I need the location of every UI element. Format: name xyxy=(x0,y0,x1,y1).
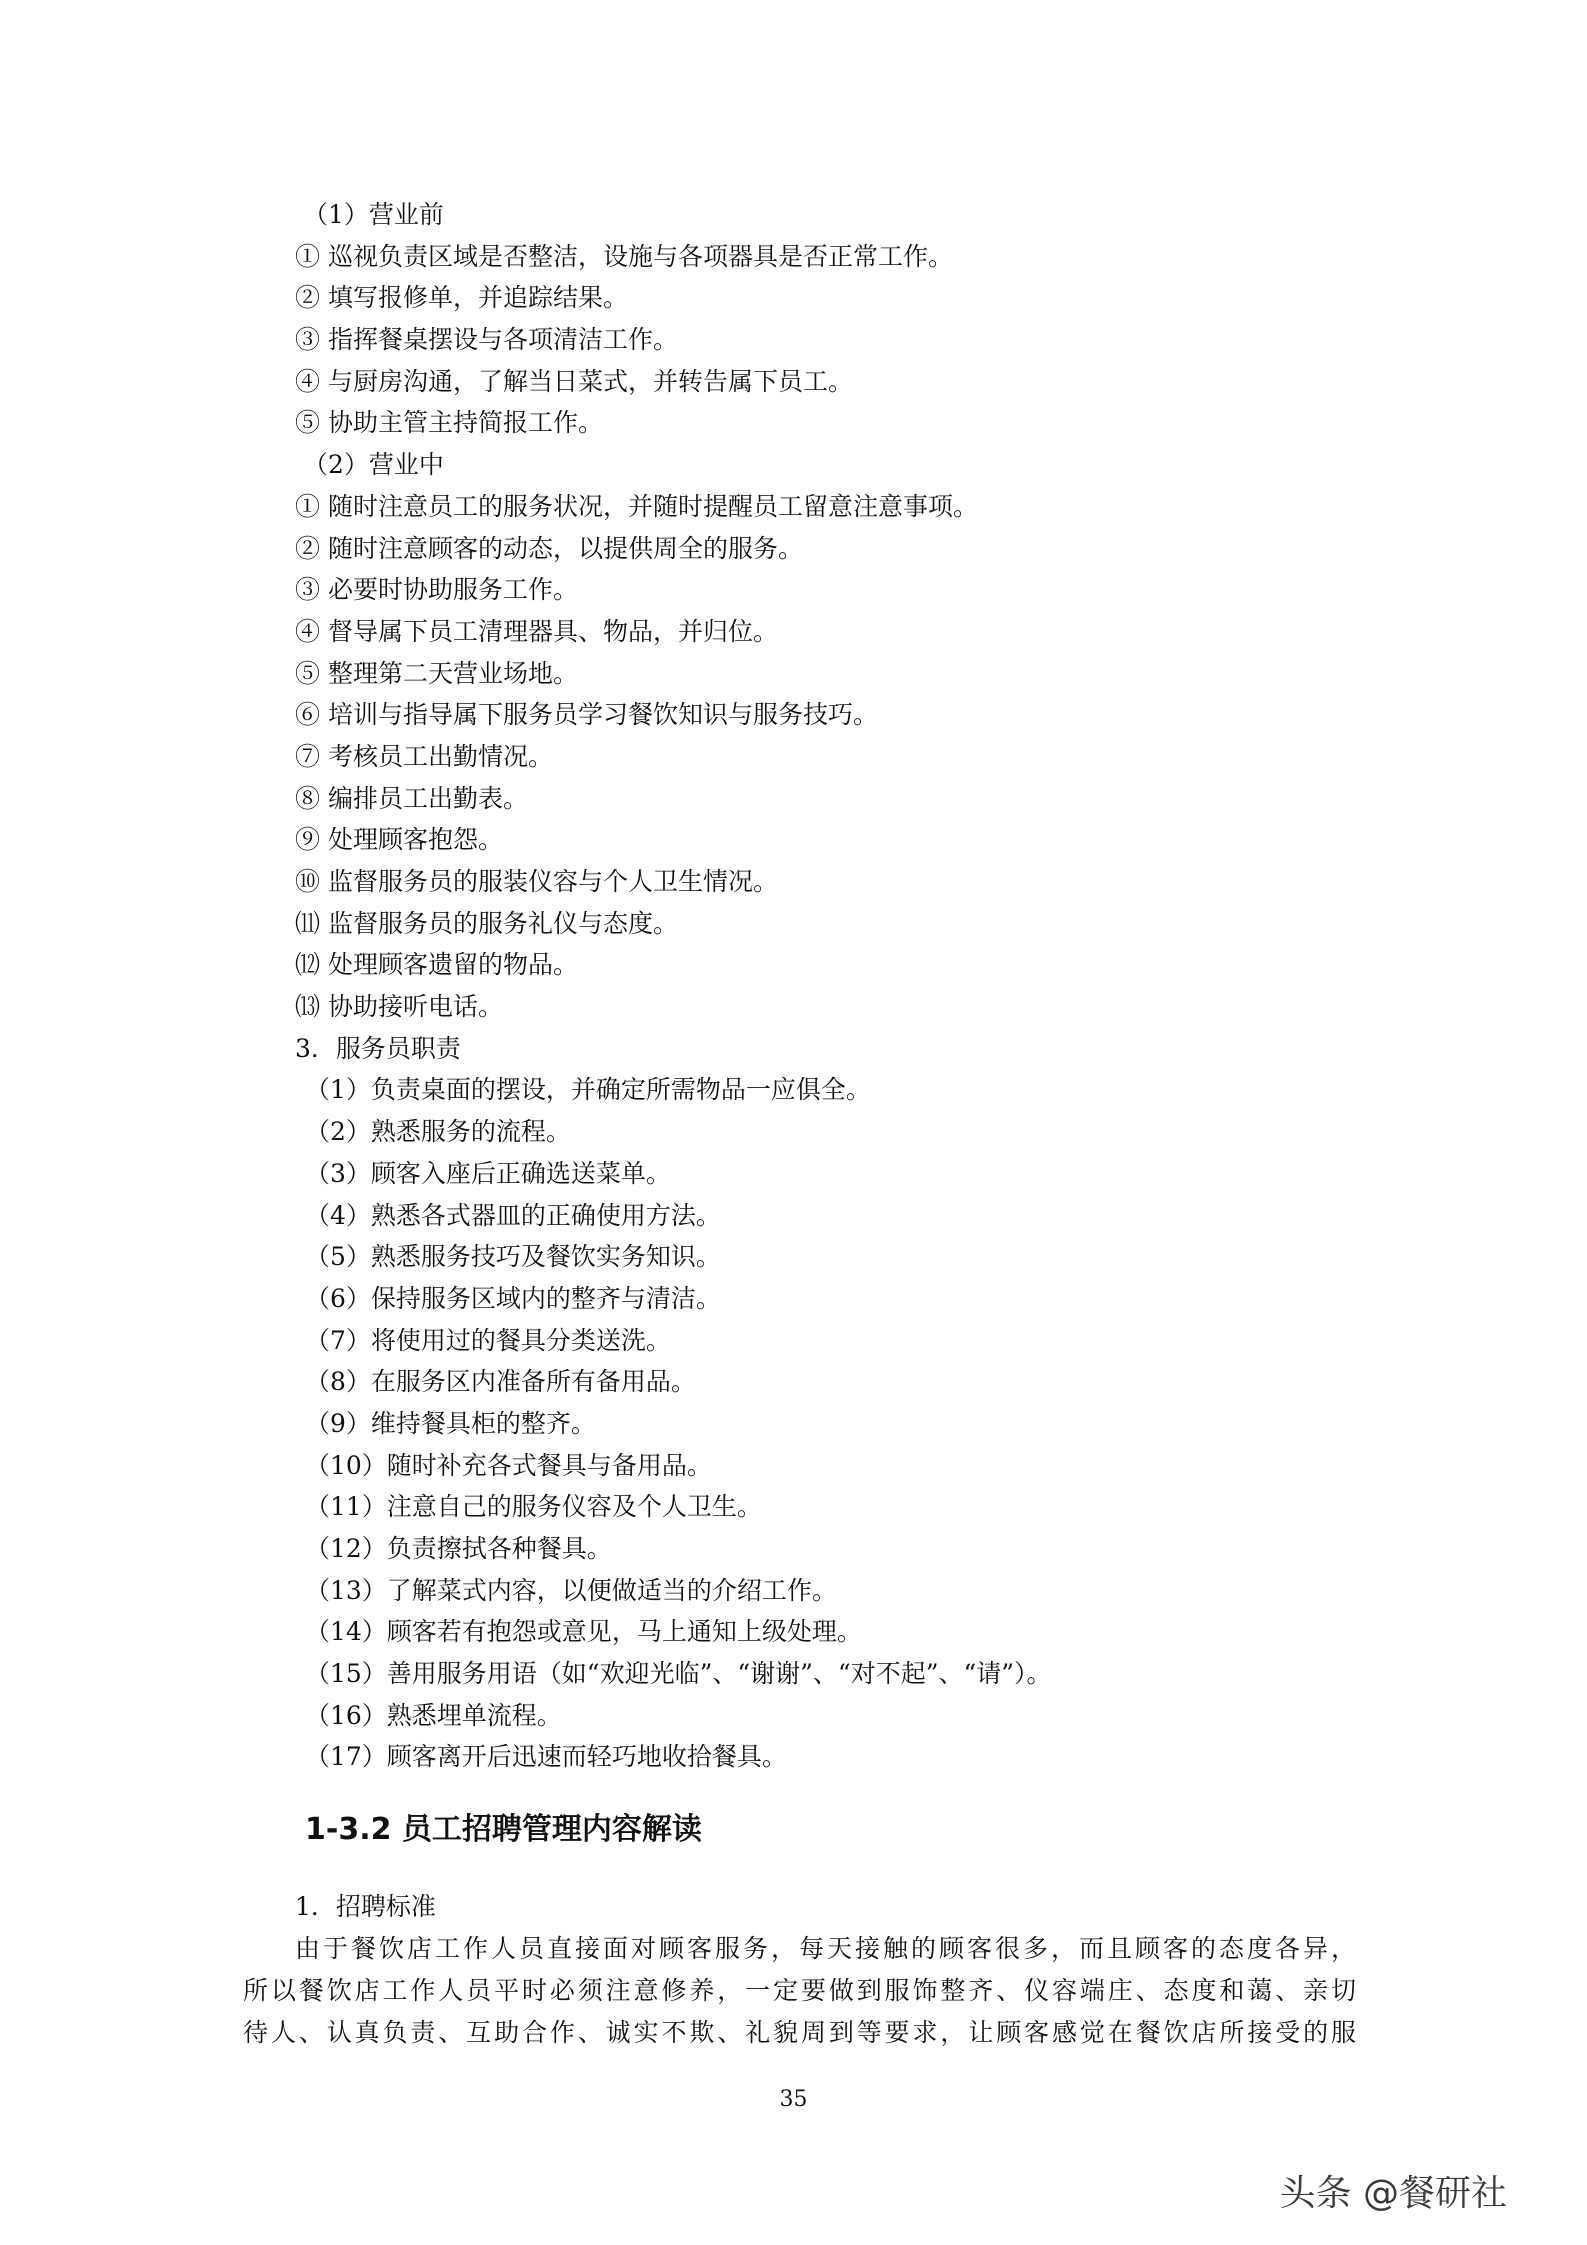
body-paragraph xyxy=(243,1928,1356,2054)
paragraph-line: 待人、认真负责、互助合作、诚实不欺、礼貌周到等要求，让顾客感觉在餐饮店所接受的服 xyxy=(243,2018,1356,2047)
list-item: ⒀ 协助接听电话。 xyxy=(295,992,503,1022)
list-item: ⑧ 编排员工出勤表。 xyxy=(295,783,528,813)
list-item: （4）熟悉各式器皿的正确使用方法。 xyxy=(305,1200,721,1230)
list-item: ⑤ 协助主管主持简报工作。 xyxy=(295,408,603,438)
list-item: ② 填写报修单，并追踪结果。 xyxy=(295,283,628,313)
section-heading: 1-3.2 员工招聘管理内容解读 xyxy=(305,1812,702,1847)
list-item: ① 巡视负责区域是否整洁，设施与各项器具是否正常工作。 xyxy=(295,241,953,271)
list-item: （2）营业中 xyxy=(303,450,444,480)
list-item: ④ 督导属下员工清理器具、物品，并归位。 xyxy=(295,616,778,646)
sub-heading: 1．招聘标准 xyxy=(295,1892,436,1921)
list-item: （12）负责擦拭各种餐具。 xyxy=(305,1534,612,1563)
list-heading: 3．服务员职责 xyxy=(295,1033,461,1063)
list-item: ⑾ 监督服务员的服务礼仪与态度。 xyxy=(295,908,678,938)
list-item: （11）注意自己的服务仪容及个人卫生。 xyxy=(305,1492,762,1522)
list-item: ⑥ 培训与指导属下服务员学习餐饮知识与服务技巧。 xyxy=(295,700,878,730)
list-item: ⑨ 处理顾客抱怨。 xyxy=(295,825,503,855)
list-item: （1）负责桌面的摆设，并确定所需物品一应俱全。 xyxy=(305,1075,871,1105)
list-item: （7）将使用过的餐具分类送洗。 xyxy=(305,1325,671,1355)
list-item: ⑿ 处理顾客遗留的物品。 xyxy=(295,950,578,980)
list-item: （10）随时补充各式餐具与备用品。 xyxy=(305,1450,712,1480)
list-item: （8）在服务区内准备所有备用品。 xyxy=(305,1367,696,1397)
list-item: ⑩ 监督服务员的服装仪容与个人卫生情况。 xyxy=(295,867,778,896)
list-item: （2）熟悉服务的流程。 xyxy=(305,1117,571,1147)
paragraph-line: 所以餐饮店工作人员平时必须注意修养，一定要做到服饰整齐、仪容端庄、态度和蔼、亲切 xyxy=(243,1976,1356,2005)
list-item: （16）熟悉埋单流程。 xyxy=(305,1700,562,1730)
list-item: （14）顾客若有抱怨或意见，马上通知上级处理。 xyxy=(305,1617,862,1647)
list-item: （5）熟悉服务技巧及餐饮实务知识。 xyxy=(305,1242,721,1272)
list-item: ⑤ 整理第二天营业场地。 xyxy=(295,658,578,688)
list-item: （17）顾客离开后迅速而轻巧地收拾餐具。 xyxy=(305,1742,787,1772)
list-item: （9）维持餐具柜的整齐。 xyxy=(305,1408,596,1438)
page-number: 35 xyxy=(779,2087,808,2112)
list-item: （3）顾客入座后正确选送菜单。 xyxy=(305,1158,671,1188)
duty-list xyxy=(295,194,1355,1778)
list-item: ③ 必要时协助服务工作。 xyxy=(295,575,578,605)
watermark-label: 头条 @餐研社 xyxy=(1279,2173,1507,2214)
list-item: ⑦ 考核员工出勤情况。 xyxy=(295,741,553,771)
list-item: ④ 与厨房沟通，了解当日菜式，并转告属下员工。 xyxy=(295,366,853,396)
list-item: ① 随时注意员工的服务状况，并随时提醒员工留意注意事项。 xyxy=(295,491,978,521)
list-item: （1）营业前 xyxy=(303,200,444,229)
list-item: （13）了解菜式内容，以便做适当的介绍工作。 xyxy=(305,1575,837,1605)
list-item: ③ 指挥餐桌摆设与各项清洁工作。 xyxy=(295,325,678,355)
list-item: ② 随时注意顾客的动态，以提供周全的服务。 xyxy=(295,533,803,563)
paragraph-line: 由于餐饮店工作人员直接面对顾客服务，每天接触的顾客很多，而且顾客的态度各异， xyxy=(295,1934,1356,1963)
list-item: （15）善用服务用语（如“欢迎光临”、“谢谢”、“对不起”、“请”）。 xyxy=(305,1659,1052,1689)
list-item: （6）保持服务区域内的整齐与清洁。 xyxy=(305,1283,721,1313)
